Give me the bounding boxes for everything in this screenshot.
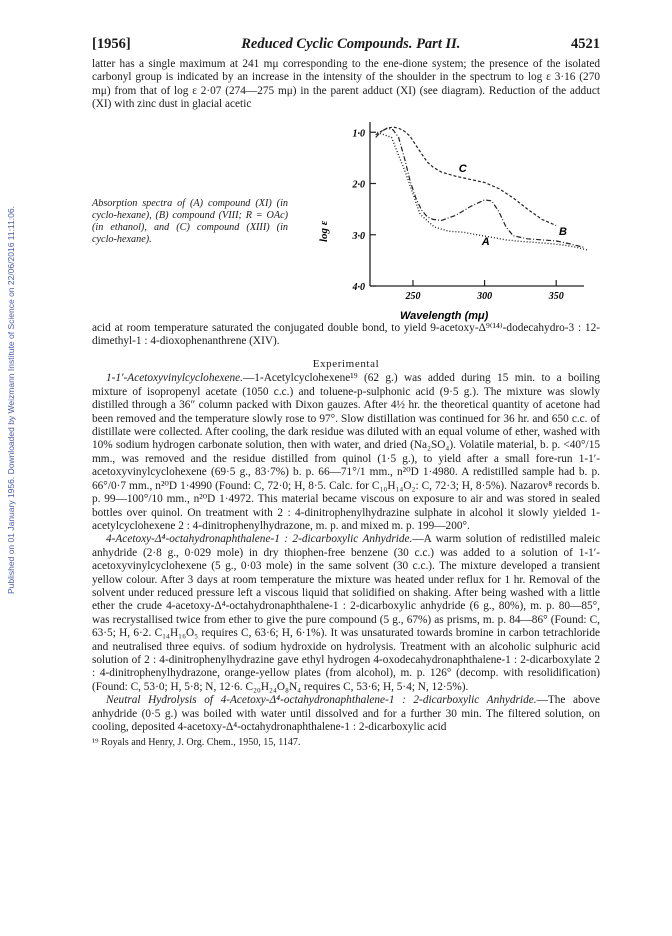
post-figure-paragraph: acid at room temperature saturated the conjugated double bond, to yield 9-acetoxy-Δ⁹⁽¹⁴⁾-dodecahydro-3 : 12-dimethyl-1 : 4-dioxophenanthrene (XIV). [92, 321, 600, 348]
footnote: ¹⁹ Royals and Henry, J. Org. Chem., 1950, 15, 1147. [92, 737, 301, 749]
header-running-title: Reduced Cyclic Compounds. Part II. [241, 36, 461, 52]
experiment-3-title: Neutral Hydrolysis of 4-Acetoxy-Δ⁴-octahydronaphthalene-1 : 2-dicarboxylic Anhydride. [106, 694, 537, 707]
download-watermark [4, 120, 18, 680]
experiment-1-title: 1-1′-Acetoxyvinylcyclohexene. [106, 372, 243, 385]
experiment-2-text: —A warm solution of redistilled maleic anhydride (2·8 g., 0·029 mole) in dry thiophen-free benzene (30 c.c.) was added to a solution of 1-1′-acetoxyvinylcyclohexene (5 g., 0·03 mole) in the same solvent (30 c.c.). The mixture developed a transient yellow colour. After 3 days at room temperature the mixture was heated under reflux for 1 hr. Removal of the solvent under reduced pressure left a viscous liquid that solidified on shaking. After being washed with a little ether the crude 4-acetoxy-Δ⁴-octahydronaphthalene-1 : 2-dicarboxylic anhydride (6 g., 80%), m. p. 80—85°, was recrystallised twice from ether to give the pure compound (5 g., 67%) as prisms, m. p. 84—86° (Found: C, 63·5; H, 6·2. C₁₄H₁₆O₅ requires C, 63·6; H, 6·1%). It was unsaturated towards bromine in carbon tetrachloride and neutralised three equivs. of sodium hydroxide on hydrolysis. Treatment with an alcoholic sulphuric acid solution of 2 : 4-dinitrophenylhydrazine gave ethyl hydrogen 4-oxodecahydronaphthalene-1 : 2-dicarboxylate 2 : 4-dinitrophenylhydrazone, orange-yellow plates (from alcohol), m. p. 126° (decomp. with resolidification) (Found: C, 53·0; H, 5·8; N, 12·6. C₂₀H₂₄O₈N₄ requires C, 53·6; H, 5·4; N, 12·5%). [92, 533, 600, 693]
y-tick-label: 2·0 [352, 179, 365, 191]
series-b-line [376, 128, 585, 247]
x-axis-label: Wavelength (mμ) [400, 309, 489, 322]
running-header [92, 36, 600, 52]
x-tick-label: 350 [548, 290, 564, 302]
y-axis-label: log ε [318, 220, 330, 242]
experiment-2-title: 4-Acetoxy-Δ⁴-octahydronaphthalene-1 : 2-dicarboxylic Anhydride. [106, 533, 413, 546]
experiment-2 [92, 533, 600, 694]
x-tick-label: 250 [405, 290, 421, 302]
journal-page [92, 36, 600, 749]
top-paragraph: latter has a single maximum at 241 mμ corresponding to the ene-dione system; the presence of the isolated carbonyl group is indicated by an increase in the intensity of the shoulder in the spectrum to log ε 3·16 (270 mμ) from that of log ε 2·07 (274—275 mμ) in the parent adduct (XI) (see diagram). Reduction of the adduct (XI) with zinc dust in glacial acetic [92, 58, 600, 111]
series-c-line [376, 127, 557, 225]
series-a-label: A [481, 235, 490, 248]
x-tick-label: 300 [477, 290, 493, 302]
experiment-3-text: —The above anhydride (0·5 g.) was boiled with water until dissolved and for a further 30 min. The filtered solution, on cooling, deposited 4-acetoxy-Δ⁴-octahydronaphthalene-1 : 2-dicarboxylic acid [92, 694, 600, 733]
header-page-number: 4521 [570, 36, 600, 52]
section-heading: Experimental [312, 358, 380, 371]
absorption-spectra-chart [318, 114, 600, 322]
experiment-1-text: —1-Acetylcyclohexene¹⁹ (62 g.) was added during 15 min. to a boiling mixture of isopropenyl acetate (1050 c.c.) and toluene-p-sulphonic acid (9·5 g.). The mixture was slowly distilled through a 36″ column packed with Dixon gauzes. After 4½ hr. the theoretical quantity of acetone had been removed and the temperature slowly rose to 97°. Slow distillation was continued for 36 hr. and 650 c.c. of distillate were collected. After cooling, the dark residue was diluted with an equal volume of ether, washed with 10% sodium hydrogen carbonate solution, then with water, and dried (Na₂SO₄). Volatile material, b. p. <40°/15 mm., was removed and the residue distilled from quinol (1·5 g.), to yield after a small fore-run 1-1′-acetoxyvinylcyclohexene (69·5 g., 83·7%) b. p. 66—71°/1 mm., n²⁰D 1·4980. A redistilled sample had b. p. 66°/0·7 mm., n²⁰D 1·4990 (Found: C, 72·0; H, 8·5. Calc. for C₁₀H₁₄O₂: C, 72·3; H, 8·5%). Nazarov⁸ records b. p. 99—100°/10 mm., n²⁰D 1·4972. This material became viscous on exposure to air and was stored in sealed bottles over quinol. On treatment with 2 : 4-dinitrophenylhydrazine sulphate in alcohol it slowly yielded 1-acetylcyclohexene 2 : 4-dinitrophenylhydrazone, m. p. and mixed m. p. 199—200°. [92, 372, 600, 532]
series-b-label: B [559, 225, 568, 238]
watermark-text: Published on 01 January 1956. Downloaded by Weizmann Institute of Science on 22/06/2016 11:11:06. [6, 206, 16, 594]
series-a-line [377, 132, 588, 250]
figure-caption: Absorption spectra of (A) compound (XI) (in cyclo-hexane), (B) compound (VIII; R = OAc) (in ethanol), and (C) compound (XIII) (in cyclo-hexane). [92, 197, 288, 246]
y-tick-label: 3·0 [352, 230, 365, 242]
series-c-label: C [458, 162, 467, 175]
y-tick-label: 4·0 [352, 281, 365, 293]
chart-axes [352, 122, 585, 302]
experiment-3 [92, 694, 600, 734]
y-tick-label: 1·0 [352, 127, 365, 139]
chart-curves [376, 127, 588, 250]
header-year: [1956] [92, 36, 131, 52]
figure [92, 114, 600, 322]
experiment-1 [92, 372, 600, 533]
